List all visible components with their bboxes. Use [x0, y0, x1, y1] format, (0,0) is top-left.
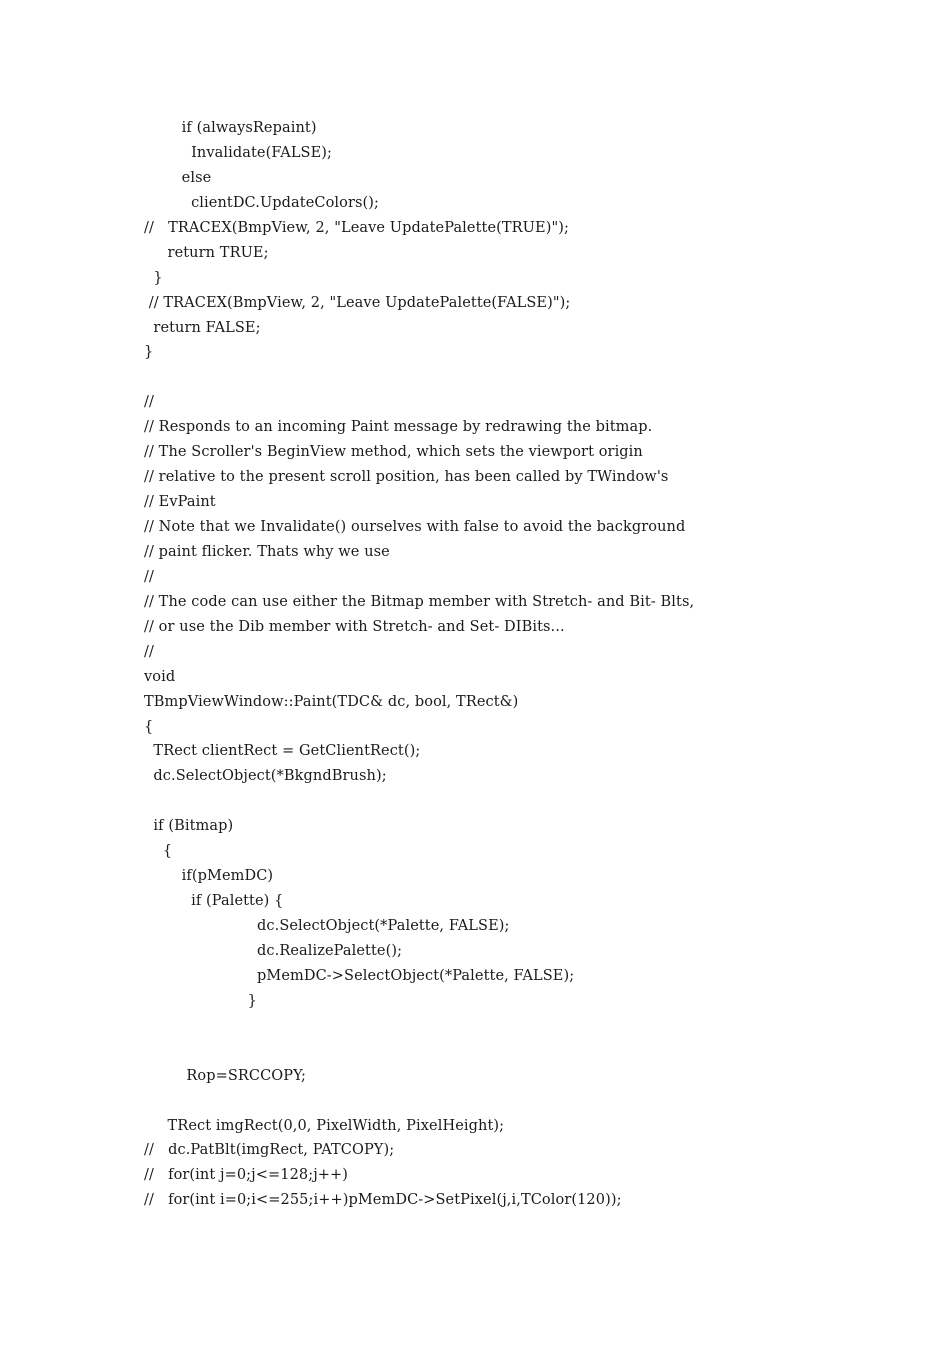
code-line: // TRACEX(BmpView, 2, "Leave UpdatePalette(FALSE)");	[144, 294, 571, 311]
code-line: }	[144, 269, 163, 286]
code-line: if (Bitmap)	[144, 818, 234, 835]
code-line: // Note that we Invalidate() ourselves with false to avoid the background	[144, 519, 686, 535]
code-line: {	[144, 718, 154, 735]
code-line: // TRACEX(BmpView, 2, "Leave UpdatePalette(TRUE)");	[144, 219, 569, 236]
code-block	[144, 116, 924, 1213]
code-line: Invalidate(FALSE);	[144, 144, 333, 161]
code-line: {	[144, 843, 173, 860]
code-line: // Responds to an incoming Paint message by redrawing the bitmap.	[144, 419, 653, 436]
code-line: // for(int j=0;j<=128;j++)	[144, 1167, 349, 1184]
code-line: //	[144, 643, 154, 660]
code-line	[144, 365, 924, 390]
code-line: // paint flicker. Thats why we use	[144, 543, 390, 560]
code-line: clientDC.UpdateColors();	[144, 194, 380, 211]
code-line: return FALSE;	[144, 319, 261, 336]
code-line	[144, 1014, 924, 1039]
code-line: pMemDC->SelectObject(*Palette, FALSE);	[144, 967, 575, 984]
code-line: // EvPaint	[144, 494, 216, 511]
code-line: dc.SelectObject(*Palette, FALSE);	[144, 918, 510, 934]
code-line: else	[144, 169, 212, 186]
code-line: // The Scroller's BeginView method, which sets the viewport origin	[144, 444, 643, 461]
code-line: //	[144, 568, 154, 585]
code-line: TRect clientRect = GetClientRect();	[144, 743, 421, 760]
code-line	[144, 789, 924, 814]
code-line: // or use the Dib member with Stretch- and Set- DIBits...	[144, 618, 565, 635]
code-line: if (Palette) {	[144, 893, 284, 910]
code-line: void	[144, 668, 176, 685]
code-line: // relative to the present scroll position, has been called by TWindow's	[144, 469, 669, 486]
code-line: return TRUE;	[144, 244, 269, 261]
code-line: dc.SelectObject(*BkgndBrush);	[144, 768, 387, 785]
code-line: //	[144, 394, 154, 411]
code-line: Rop=SRCCOPY;	[144, 1067, 307, 1084]
code-line: }	[144, 992, 257, 1009]
code-line: }	[144, 344, 154, 361]
code-line	[144, 1089, 924, 1114]
code-line: dc.RealizePalette();	[144, 942, 403, 959]
code-line: // dc.PatBlt(imgRect, PATCOPY);	[144, 1142, 395, 1159]
code-line: if(pMemDC)	[144, 868, 274, 885]
code-line: // for(int i=0;i<=255;i++)pMemDC->SetPixel(j,i,TColor(120));	[144, 1192, 622, 1209]
code-line: TBmpViewWindow::Paint(TDC& dc, bool, TRect&)	[144, 693, 519, 710]
code-line: // The code can use either the Bitmap member with Stretch- and Bit- Blts,	[144, 593, 695, 610]
code-line: if (alwaysRepaint)	[144, 120, 317, 136]
code-line	[144, 1039, 924, 1064]
code-line: TRect imgRect(0,0, PixelWidth, PixelHeight);	[144, 1117, 505, 1134]
